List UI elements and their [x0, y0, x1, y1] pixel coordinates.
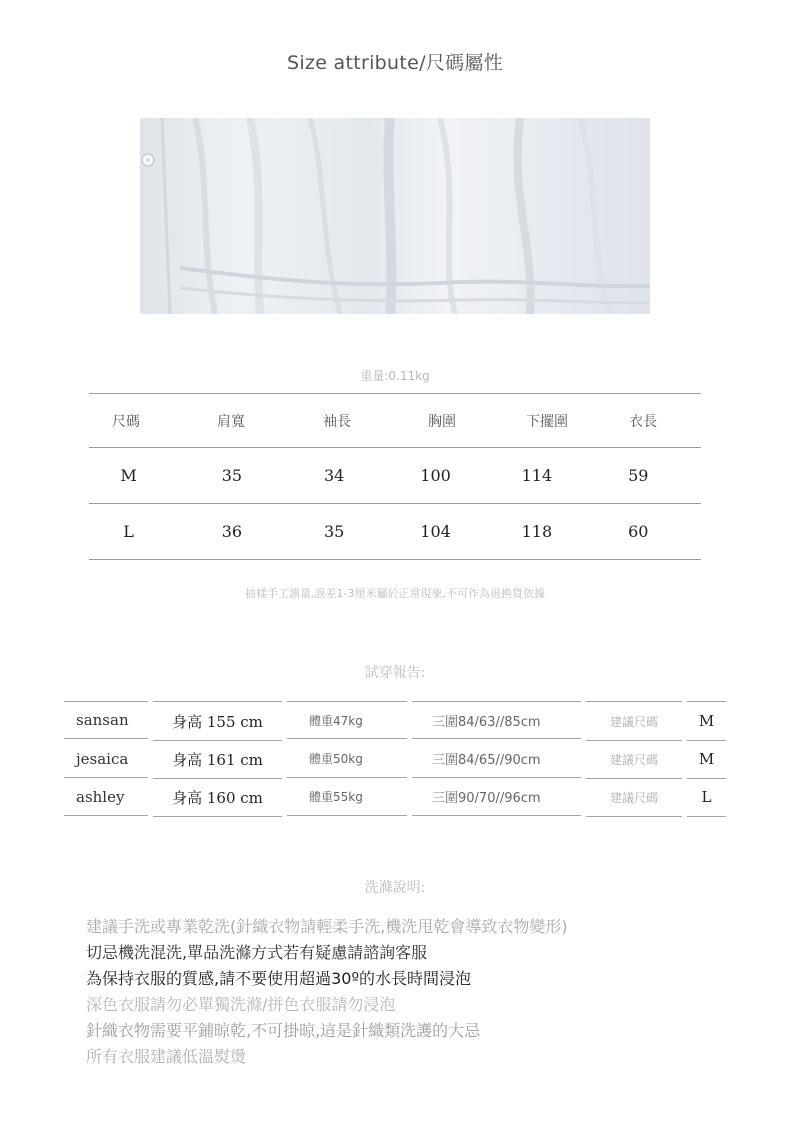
- recommended-size: M: [687, 701, 726, 741]
- recommended-size: L: [687, 778, 726, 817]
- recommended-size-label: 建議尺碼: [586, 740, 682, 779]
- measurement-note: 抽樣手工測量,誤差1-3厘米屬於正常現象,不可作為退換貨依據: [245, 587, 545, 600]
- weight-label: 重量:0.11kg: [360, 369, 430, 383]
- washing-line: 針織衣物需要平鋪晾乾,不可掛晾,這是針織類洗護的大忌: [86, 1021, 481, 1040]
- washing-title: 洗滌說明:: [364, 880, 426, 896]
- fit-report-row: [0, 740, 790, 778]
- model-height: 身高 160 cm: [153, 778, 282, 817]
- sleeve-value: 34: [324, 466, 345, 485]
- model-measurements: 三圍90/70//96cm: [412, 778, 581, 816]
- recommended-size-label: 建議尺碼: [586, 778, 682, 817]
- shoulder-value: 36: [221, 522, 243, 541]
- washing-line: 建議手洗或專業乾洗(針織衣物請輕柔手洗,機洗甩乾會導致衣物變形): [86, 917, 568, 936]
- washing-line: 為保持衣服的質感,請不要使用超過30º的水長時間浸泡: [86, 969, 471, 988]
- fit-report-row: [0, 701, 790, 739]
- length-value: 59: [628, 466, 649, 485]
- model-name: sansan: [64, 701, 148, 739]
- model-height: 身高 155 cm: [153, 701, 282, 741]
- chest-value: 100: [420, 466, 451, 485]
- size-value: M: [120, 466, 137, 485]
- recommended-size: M: [687, 740, 726, 779]
- model-measurements: 三圍84/63//85cm: [412, 701, 581, 739]
- model-height: 身高 161 cm: [153, 740, 282, 779]
- page-title: Size attribute/尺碼屬性: [286, 52, 504, 74]
- header-length: 衣長: [629, 413, 657, 430]
- header-size: 尺碼: [112, 413, 140, 430]
- hem-value: 118: [521, 522, 553, 541]
- fabric-detail-photo: [140, 118, 650, 314]
- recommended-size-label: 建議尺碼: [586, 701, 682, 741]
- model-name: ashley: [64, 778, 148, 816]
- shoulder-value: 35: [221, 466, 243, 485]
- size-table: [89, 393, 701, 560]
- header-hem: 下擺圍: [526, 413, 568, 430]
- chest-value: 104: [420, 522, 451, 541]
- model-weight: 體重47kg: [287, 701, 407, 739]
- header-chest: 胸圍: [428, 413, 456, 430]
- washing-line: 所有衣服建議低溫熨燙: [86, 1047, 247, 1066]
- header-sleeve: 袖長: [323, 413, 351, 430]
- washing-instructions: [86, 914, 726, 1070]
- model-weight: 體重50kg: [287, 740, 407, 778]
- length-value: 60: [628, 522, 649, 541]
- size-table-header: [89, 394, 701, 448]
- washing-line: 切忌機洗混洗,單品洗滌方式若有疑慮請諮詢客服: [86, 943, 428, 962]
- model-name: jesaica: [64, 740, 148, 778]
- sleeve-value: 35: [324, 522, 345, 541]
- fit-report-row: [0, 778, 790, 816]
- model-measurements: 三圍84/65//90cm: [412, 740, 581, 778]
- header-shoulder: 肩寬: [217, 413, 245, 430]
- table-row: [89, 504, 701, 560]
- table-row: [89, 448, 701, 504]
- hem-value: 114: [521, 466, 553, 485]
- washing-line: 深色衣服請勿必單獨洗滌/拼色衣服請勿浸泡: [86, 995, 396, 1014]
- size-value: L: [123, 522, 134, 541]
- model-weight: 體重55kg: [287, 778, 407, 816]
- fit-report-title: 試穿報告:: [364, 665, 426, 681]
